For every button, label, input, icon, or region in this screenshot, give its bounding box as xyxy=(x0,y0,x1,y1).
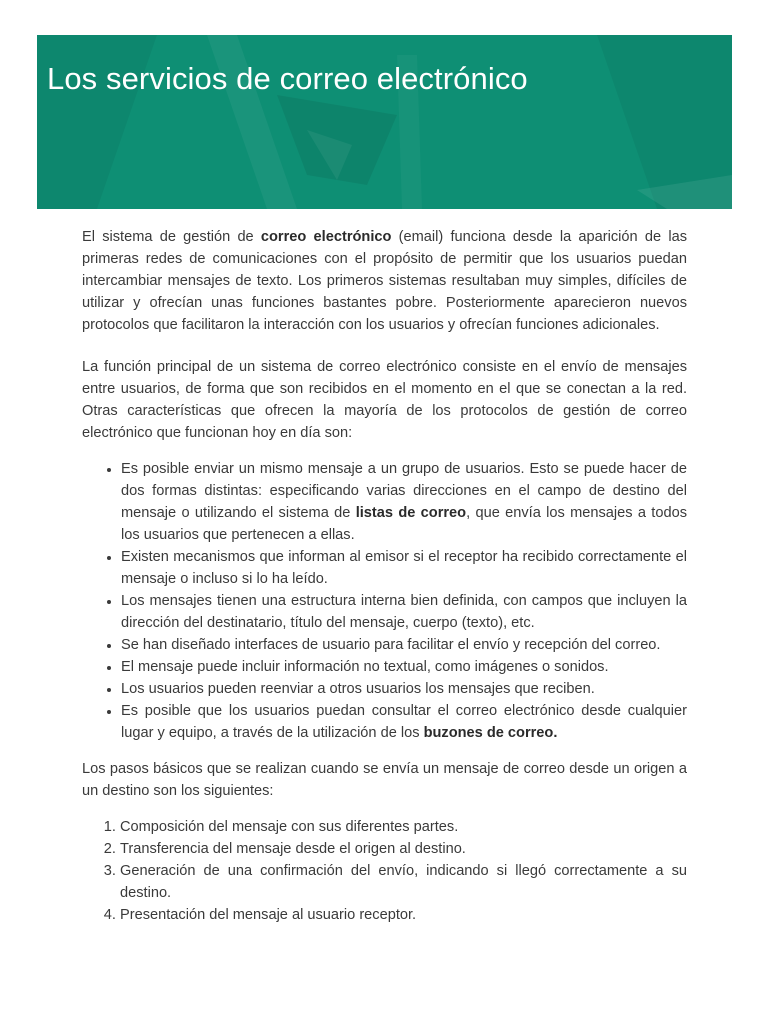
features-list xyxy=(82,458,687,744)
list-item: 1. Composición del mensaje con sus diferentes partes. xyxy=(120,816,687,838)
list-item: • El mensaje puede incluir información no textual, como imágenes o sonidos. xyxy=(121,656,687,678)
list-item: • Se han diseñado interfaces de usuario para facilitar el envío y recepción del correo. xyxy=(121,634,687,656)
list-item: 4. Presentación del mensaje al usuario receptor. xyxy=(120,904,687,926)
intro-paragraph: El sistema de gestión de correo electrónico (email) funciona desde la aparición de las primeras redes de comunicaciones con el propósito de permitir que los usuarios puedan intercambiar mensajes de texto. Los primeros sistemas resultaban muy simples, difíciles de utilizar y ofrecían unas funciones bastantes pobre. Posteriormente aparecieron nuevos protocolos que facilitaron la interacción con los usuarios y ofrecían funciones adicionales. xyxy=(82,229,687,333)
steps-list xyxy=(82,816,687,926)
bold-term: buzones de correo. xyxy=(423,725,558,741)
article-body xyxy=(82,226,687,926)
list-item: 3. Generación de una confirmación del envío, indicando si llegó correctamente a su destino. xyxy=(120,860,687,904)
list-item: • Es posible que los usuarios puedan consultar el correo electrónico desde cualquier lugar y equipo, a través de la utilización de los buzones de correo. xyxy=(121,700,687,744)
steps-intro-paragraph: Los pasos básicos que se realizan cuando se envía un mensaje de correo desde un origen a un destino son los siguientes: xyxy=(82,761,687,799)
list-item: • Los usuarios pueden reenviar a otros usuarios los mensajes que reciben. xyxy=(121,678,687,700)
header-banner xyxy=(37,35,732,209)
bold-term: correo electrónico xyxy=(260,229,392,245)
bold-term: listas de correo xyxy=(355,505,467,521)
list-item: • Es posible enviar un mismo mensaje a un grupo de usuarios. Esto se puede hacer de dos formas distintas: especificando varias direcciones en el campo de destino del mensaje o utilizando el sistema de listas de correo, que envía los mensajes a todos los usuarios que pertenecen a ellas. xyxy=(121,458,687,546)
function-paragraph: La función principal de un sistema de correo electrónico consiste en el envío de mensajes entre usuarios, de forma que son recibidos en el momento en el que se conectan a la red. Otras características que ofrecen la mayoría de los protocolos de gestión de correo electrónico que funcionan hoy en día son: xyxy=(82,359,687,441)
list-item: • Los mensajes tienen una estructura interna bien definida, con campos que incluyen la dirección del destinatario, título del mensaje, cuerpo (texto), etc. xyxy=(121,590,687,634)
list-item: • Existen mecanismos que informan al emisor si el receptor ha recibido correctamente el mensaje o incluso si lo ha leído. xyxy=(121,546,687,590)
list-item: 2. Transferencia del mensaje desde el origen al destino. xyxy=(120,838,687,860)
page-title: Los servicios de correo electrónico xyxy=(47,61,528,96)
